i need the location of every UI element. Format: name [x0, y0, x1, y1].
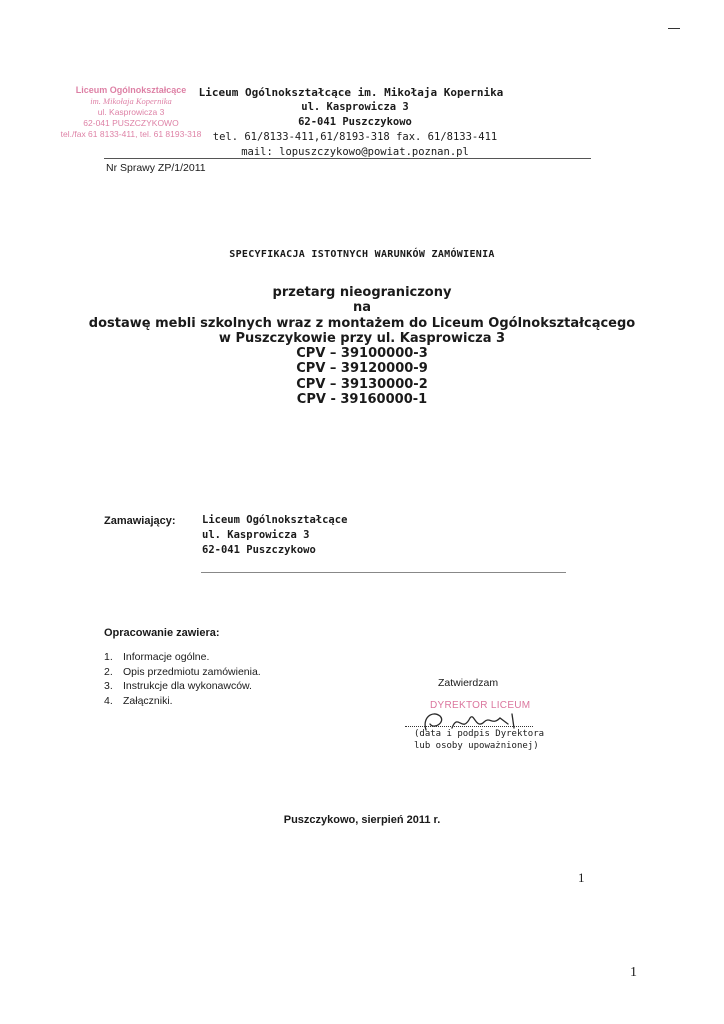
- signature-caption-line: lub osoby upoważnionej): [414, 741, 539, 751]
- tender-connector: na: [352, 300, 372, 316]
- stamp-line: Liceum Ogólnokształcące: [75, 85, 187, 95]
- ordering-party-city: 62-041 Puszczykowo: [202, 544, 316, 556]
- list-item: 2. Opis przedmiotu zamówienia.: [104, 665, 261, 678]
- document-title: SPECYFIKACJA ISTOTNYCH WARUNKÓW ZAMÓWIENIA: [229, 249, 495, 260]
- signature-caption-line: (data i podpis Dyrektora: [414, 729, 545, 739]
- contents-list: [104, 650, 261, 708]
- list-item: 1. Informacje ogólne.: [104, 651, 210, 663]
- signature-line: [405, 718, 533, 727]
- cpv-code: CPV - 39160000-1: [296, 392, 428, 408]
- section-divider: [201, 572, 566, 573]
- tender-location: w Puszczykowie przy ul. Kasprowicza 3: [218, 330, 506, 346]
- letterhead-city: 62-041 Puszczykowo: [298, 116, 412, 128]
- tender-mode: przetarg nieograniczony: [272, 285, 452, 300]
- stamp-line: 62-041 PUSZCZYKOWO: [83, 118, 179, 128]
- letterhead-school: Liceum Ogólnokształcące im. Mikołaja Kopernika: [198, 86, 504, 99]
- stamp-line: ul. Kasprowicza 3: [97, 107, 165, 117]
- page-number: 1: [630, 965, 637, 980]
- letterhead: [190, 85, 520, 160]
- corner-mark: [668, 28, 680, 29]
- letterhead-phones: tel. 61/8133-411,61/8193-318 fax. 61/8133-411: [212, 131, 498, 143]
- list-item: 3. Instrukcje dla wykonawców.: [104, 680, 252, 692]
- list-item: 4. Załączniki.: [104, 694, 173, 707]
- contents-heading: Opracowanie zawiera:: [104, 627, 220, 639]
- ordering-party-name: Liceum Ogólnokształcące: [202, 514, 348, 526]
- approval-label: Zatwierdzam: [438, 677, 499, 689]
- ordering-party-details: [202, 513, 347, 558]
- page-number: 1: [578, 870, 585, 885]
- cpv-code: CPV – 39130000-2: [296, 376, 428, 392]
- place-and-date: Puszczykowo, sierpień 2011 r.: [283, 814, 441, 826]
- cpv-code: CPV – 39120000-9: [296, 361, 428, 377]
- director-stamp: DYREKTOR LICEUM: [430, 700, 531, 711]
- letterhead-street: ul. Kasprowicza 3: [301, 101, 409, 113]
- tender-subject: dostawę mebli szkolnych wraz z montażem do Liceum Ogólnokształcącego: [88, 315, 636, 331]
- case-number: Nr Sprawy ZP/1/2011: [106, 162, 206, 174]
- cpv-code: CPV – 39100000-3: [296, 346, 428, 362]
- signature-caption: [414, 728, 544, 752]
- header-divider: [104, 158, 591, 159]
- stamp-line: im. Mikołaja Kopernika: [90, 96, 172, 106]
- letterhead-mail: mail: lopuszczykowo@powiat.poznan.pl: [241, 146, 469, 158]
- ordering-party-street: ul. Kasprowicza 3: [202, 529, 310, 541]
- tender-description: [0, 285, 724, 407]
- ordering-party-label: Zamawiający:: [104, 515, 176, 527]
- stamp-line: tel./fax 61 8133-411, tel. 61 8193-318: [60, 129, 202, 139]
